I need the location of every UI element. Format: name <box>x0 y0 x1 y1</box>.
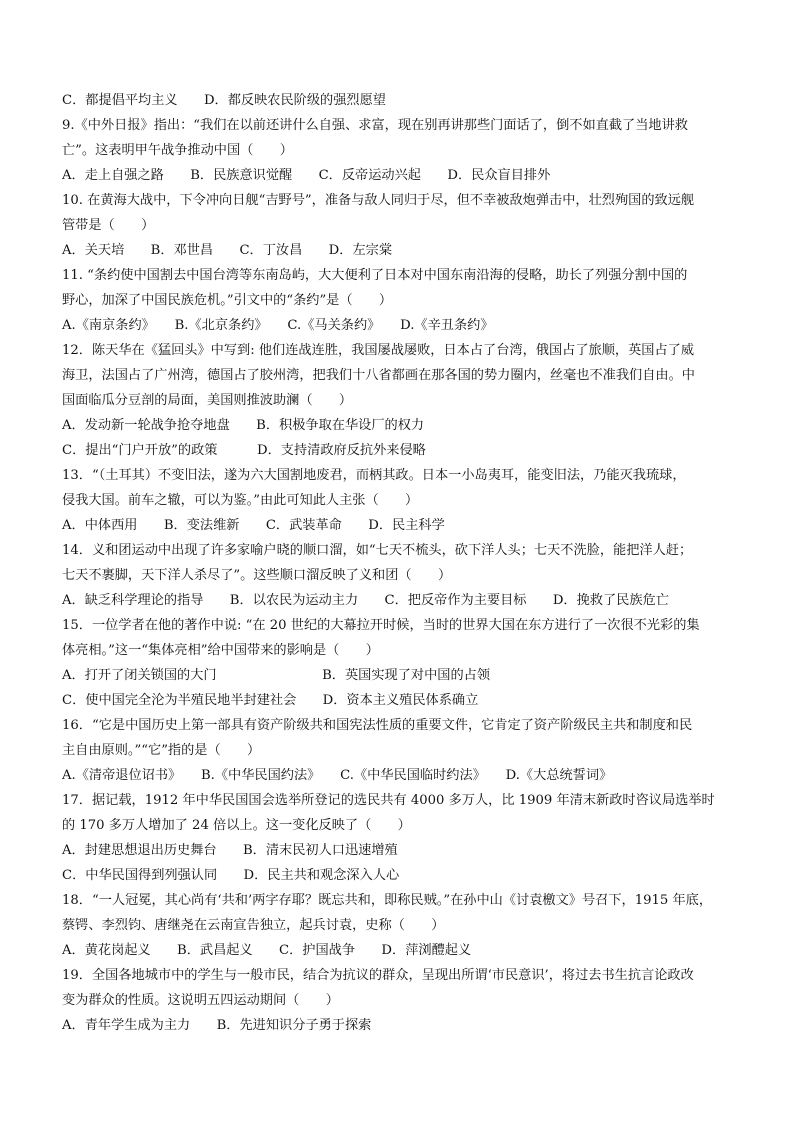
text-line: A．打开了闭关锁国的大门 B．英国实现了对中国的占领 <box>62 668 491 683</box>
text-line: A．走上自强之路 B．民族意识觉醒 C．反帝运动兴起 D．民众盲目排外 <box>62 168 551 183</box>
text-line: A.《南京条约》 B.《北京条约》 C.《马关条约》 D.《辛丑条约》 <box>62 318 494 333</box>
question-list <box>62 88 738 1038</box>
text-line: 9.《中外日报》指出：“我们在以前还讲什么自强、求富，现在别再讲那些门面话了，倒不如直截了当地讲救 <box>62 118 688 133</box>
text-line: 14．义和团运动中出现了许多家喻户晓的顺口溜，如“七天不梳头，砍下洋人头；七天不洗脸，能把洋人赶； <box>62 543 693 558</box>
text-line: 蔡锷、李烈钧、唐继尧在云南宣告独立，起兵讨袁，史称（ ） <box>62 918 445 933</box>
text-line: A．封建思想退出历史舞台 B．清末民初人口迅速增殖 <box>62 843 398 858</box>
text-line: 海卫，法国占了广州湾，德国占了胶州湾，把我们十八省都画在那各国的势力圈内，丝毫也不准我们自由。中 <box>62 368 695 383</box>
text-line: 主自由原则。”“它”指的是（ ） <box>62 743 261 758</box>
text-line: 体亮相。”这一“集体亮相”给中国带来的影响是（ ） <box>62 643 379 658</box>
text-line: 野心，加深了中国民族危机。”引文中的“条约”是（ ） <box>62 293 393 308</box>
text-line: C．都提倡平均主义 D．都反映农民阶级的强烈愿望 <box>62 93 386 108</box>
text-line: A．发动新一轮战争抢夺地盘 B．积极争取在华设厂的权力 <box>62 418 425 433</box>
text-line: A.《清帝退位诏书》 B.《中华民国约法》 C.《中华民国临时约法》 D.《大总统誓词》 <box>62 768 613 783</box>
text-line: A．中体西用 B．变法维新 C．武装革命 D．民主科学 <box>62 518 445 533</box>
text-line: 10. 在黄海大战中，下令冲向日舰“吉野号”，准备与敌人同归于尽，但不幸被敌炮弹击中，壮烈殉国的致远舰 <box>62 193 695 208</box>
text-line: 变为群众的性质。这说明五四运动期间（ ） <box>62 993 339 1008</box>
text-line: 12．陈天华在《猛回头》中写到: 他们连战连胜，我国屡战屡败，日本占了台湾，俄国占了旅顺，英国占了威 <box>62 343 695 358</box>
text-line: 13．“（土耳其）不变旧法，遂为六大国割地废君，而柄其政。日本一小岛夷耳，能变旧法，乃能灭我琉球， <box>62 468 686 483</box>
text-line: A．关天培 B．邓世昌 C．丁汝昌 D．左宗棠 <box>62 243 393 258</box>
text-line: C．提出“门户开放”的政策 D．支持清政府反抗外来侵略 <box>62 443 426 458</box>
text-line: 15．一位学者在他的著作中说: “在 20 世纪的大幕拉开时候，当时的世界大国在东方进行了一次很不光彩的集 <box>62 618 700 633</box>
text-line: A．青年学生成为主力 B．先进知识分子勇于探索 <box>62 1018 372 1033</box>
text-line: 七天不裹脚，天下洋人杀尽了”。这些顺口溜反映了义和团（ ） <box>62 568 452 583</box>
text-line: 管带是（ ） <box>62 218 155 233</box>
text-line: C．使中国完全沦为半殖民地半封建社会 D．资本主义殖民体系确立 <box>62 693 479 708</box>
text-line: 19．全国各地城市中的学生与一般市民，结合为抗议的群众，呈现出所谓‘市民意识’，将过去书生抗言论政改 <box>62 968 694 983</box>
text-line: A．黄花岗起义 B．武昌起义 C．护国战争 D．萍浏醴起义 <box>62 943 472 958</box>
text-line: 16．“它是中国历史上第一部具有资产阶级共和国宪法性质的重要文件，它肯定了资产阶级民主共和制度和民 <box>62 718 693 733</box>
text-line: 亡”。这表明甲午战争推动中国（ ） <box>62 143 293 158</box>
text-line: 国面临瓜分豆剖的局面，美国则推波助澜（ ） <box>62 393 353 408</box>
text-line: 17．据记载，1912 年中华民国国会选举所登记的选民共有 4000 多万人，比 1909 年清末新政时咨议局选举时 <box>62 793 715 808</box>
text-line: 的 170 多万人增加了 24 倍以上。这一变化反映了（ ） <box>62 818 411 833</box>
text-line: 侵我大国。前车之辙，可以为鉴。”由此可知此人主张（ ） <box>62 493 419 508</box>
text-line: 11. “条约使中国割去中国台湾等东南岛屿，大大便利了日本对中国东南沿海的侵略，助长了列强分割中国的 <box>62 268 688 283</box>
text-line: A．缺乏科学理论的指导 B．以农民为运动主力 C．把反帝作为主要目标 D．挽救了民族危亡 <box>62 593 669 608</box>
text-line: 18．“一人冠冕，其心尚有‘共和’两字存耶？既忘共和，即称民贼。”在孙中山《讨袁檄文》号召下，1915 年底， <box>62 893 713 908</box>
text-line: C．中华民国得到列强认同 D．民主共和观念深入人心 <box>62 868 400 883</box>
